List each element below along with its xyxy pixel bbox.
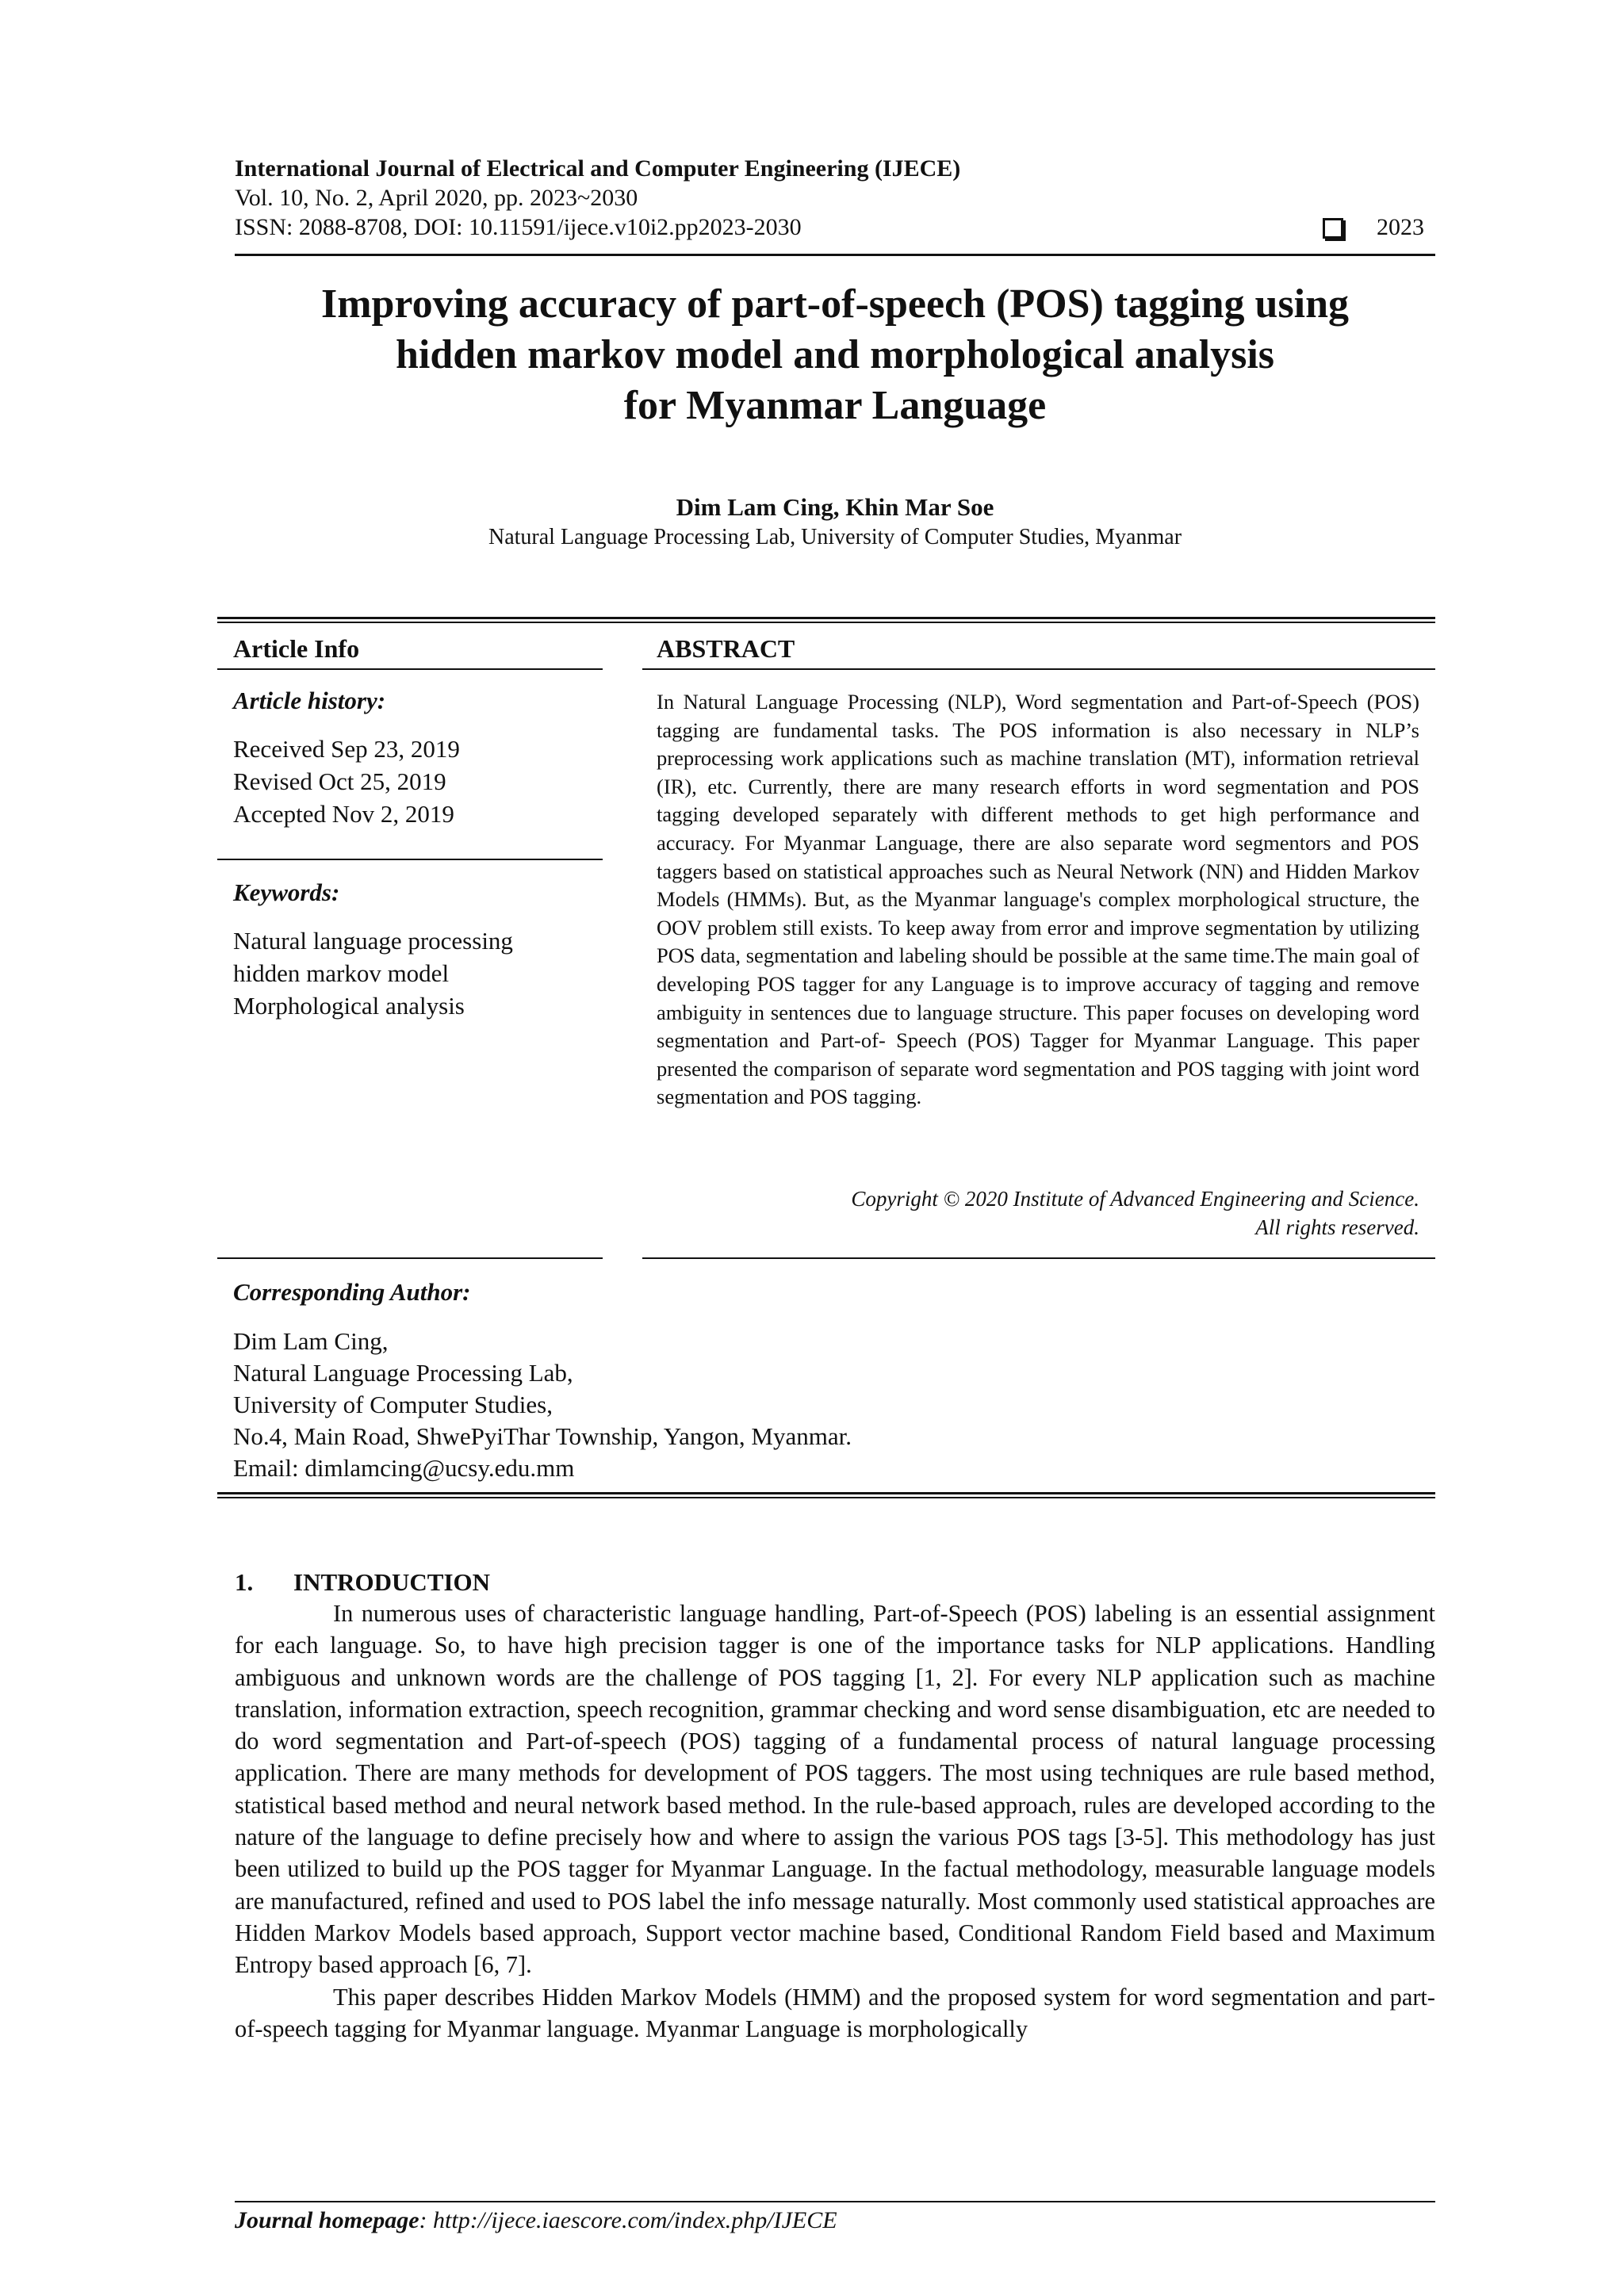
article-history — [233, 733, 460, 830]
corresponding-author-label: Corresponding Author: — [233, 1278, 471, 1306]
info-divider — [217, 859, 603, 860]
title-line-3: for Myanmar Language — [623, 383, 1047, 428]
paragraph: In numerous uses of characteristic language handling, Part-of-Speech (POS) labeling is an essential assignment for each language. So, to have high precision tagger is one of the importance tasks for NLP applications. Handling ambiguous and unknown words are the challenge of POS tagging [1, 2]. For every NLP application such as machine translation, information extraction, speech recognition, grammar checking and word sense disambiguation, etc are needed to do word segmentation and Part-of-speech (POS) tagging of a fundamental process of natural language processing application. There are many methods for development of POS taggers. The most using techniques are rule based method, statistical based method and neural network based method. In the rule-based approach, rules are developed according to the nature of the language to define precisely how and where to assign the various POS tags [3-5]. This methodology has just been utilized to build up the POS tagger for Myanmar Language. In the factual methodology, measurable language models are manufactured, refined and used to POS label the info message naturally. Most commonly used statistical approaches are Hidden Markov Models based approach, Support vector machine based, Conditional Random Field based and Maximum Entropy based approach [6, 7]. — [235, 1600, 1435, 1979]
author-name: Dim Lam Cing, — [233, 1327, 389, 1355]
header-divider — [235, 254, 1435, 256]
article-info-heading: Article Info — [233, 634, 360, 663]
keywords-list — [233, 924, 513, 1022]
authors: Dim Lam Cing, Khin Mar Soe — [676, 493, 994, 521]
square-box-icon — [1323, 218, 1343, 239]
keyword-item: Morphological analysis — [233, 992, 465, 1020]
abstract-text: In Natural Language Processing (NLP), Word segmentation and Part-of-Speech (POS) tagging are fundamental tasks. The POS information is also necessary in NLP’s preprocessing work applications such as machine translation (MT), information retrieval (IR), etc. Currently, there are many research efforts in word segmentation and POS tagging developed separately with different methods to get high performance and accuracy. For Myanmar Language, there are also separate word segmentors and POS taggers based on statistical approaches such as Neural Network (NN) and Hidden Markov Models (HMMs). But, as the Myanmar language's complex morphological structure, the OOV problem still exists. To keep away from error and improve segmentation by utilizing POS data, segmentation and labeling should be possible at the same time.The main goal of developing POS tagger for any Language is to improve accuracy of tagging and remove ambiguity in sentences due to language structure. This paper focuses on developing word segmentation and Part-of- Speech (POS) Tagger for Myanmar Language. This paper presented the comparison of separate word segmentation and POS tagging with joint word segmentation and POS tagging. — [657, 690, 1419, 1109]
journal-homepage — [235, 2207, 837, 2234]
author-university: University of Computer Studies, — [233, 1391, 553, 1418]
corresponding-author-details — [233, 1326, 852, 1484]
homepage-label: Journal homepage — [235, 2207, 419, 2233]
author-address: No.4, Main Road, ShwePyiThar Township, Yangon, Myanmar. — [233, 1422, 852, 1450]
copyright-notice — [657, 1184, 1419, 1242]
accepted-date: Accepted Nov 2, 2019 — [233, 800, 454, 828]
title-line-2: hidden markov model and morphological analysis — [395, 332, 1275, 377]
section-title: INTRODUCTION — [293, 1568, 491, 1596]
author-lab: Natural Language Processing Lab, — [233, 1359, 573, 1387]
keywords-label: Keywords: — [233, 878, 340, 906]
author-email: Email: dimlamcing@ucsy.edu.mm — [233, 1454, 575, 1482]
abstract-heading: ABSTRACT — [657, 634, 795, 663]
revised-date: Revised Oct 25, 2019 — [233, 767, 446, 795]
homepage-url[interactable]: : http://ijece.iaescore.com/index.php/IJECE — [419, 2207, 837, 2233]
footer-divider — [235, 2201, 1435, 2202]
received-date: Received Sep 23, 2019 — [233, 735, 460, 763]
info-divider — [217, 1257, 603, 1259]
journal-name: International Journal of Electrical and Computer Engineering (IJECE) — [235, 155, 961, 182]
info-top-divider — [217, 617, 1435, 623]
page-number: 2023 — [1377, 214, 1424, 240]
section-number: 1. — [235, 1568, 254, 1596]
title-line-1: Improving accuracy of part-of-speech (POS) tagging using — [320, 281, 1350, 327]
rights-line: All rights reserved. — [1255, 1215, 1419, 1239]
affiliation: Natural Language Processing Lab, University of Computer Studies, Myanmar — [488, 525, 1182, 549]
info-bottom-divider — [217, 1492, 1435, 1498]
introduction-body — [235, 1598, 1435, 2045]
paragraph: This paper describes Hidden Markov Models (HMM) and the proposed system for word segmentation and part-of-speech tagging for Myanmar language. Myanmar Language is morphologically — [235, 1983, 1435, 2042]
copyright-line: Copyright © 2020 Institute of Advanced Engineering and Science. — [851, 1187, 1419, 1211]
keyword-item: Natural language processing — [233, 927, 513, 955]
volume-info: Vol. 10, No. 2, April 2020, pp. 2023~2030 — [235, 185, 638, 211]
abstract-divider — [642, 1257, 1435, 1259]
info-divider — [217, 668, 603, 670]
abstract-divider — [642, 668, 1435, 670]
issn-doi: ISSN: 2088-8708, DOI: 10.11591/ijece.v10i2.pp2023-2030 — [235, 214, 802, 240]
article-history-label: Article history: — [233, 687, 386, 714]
keyword-item: hidden markov model — [233, 959, 450, 987]
paper-title — [235, 279, 1435, 431]
